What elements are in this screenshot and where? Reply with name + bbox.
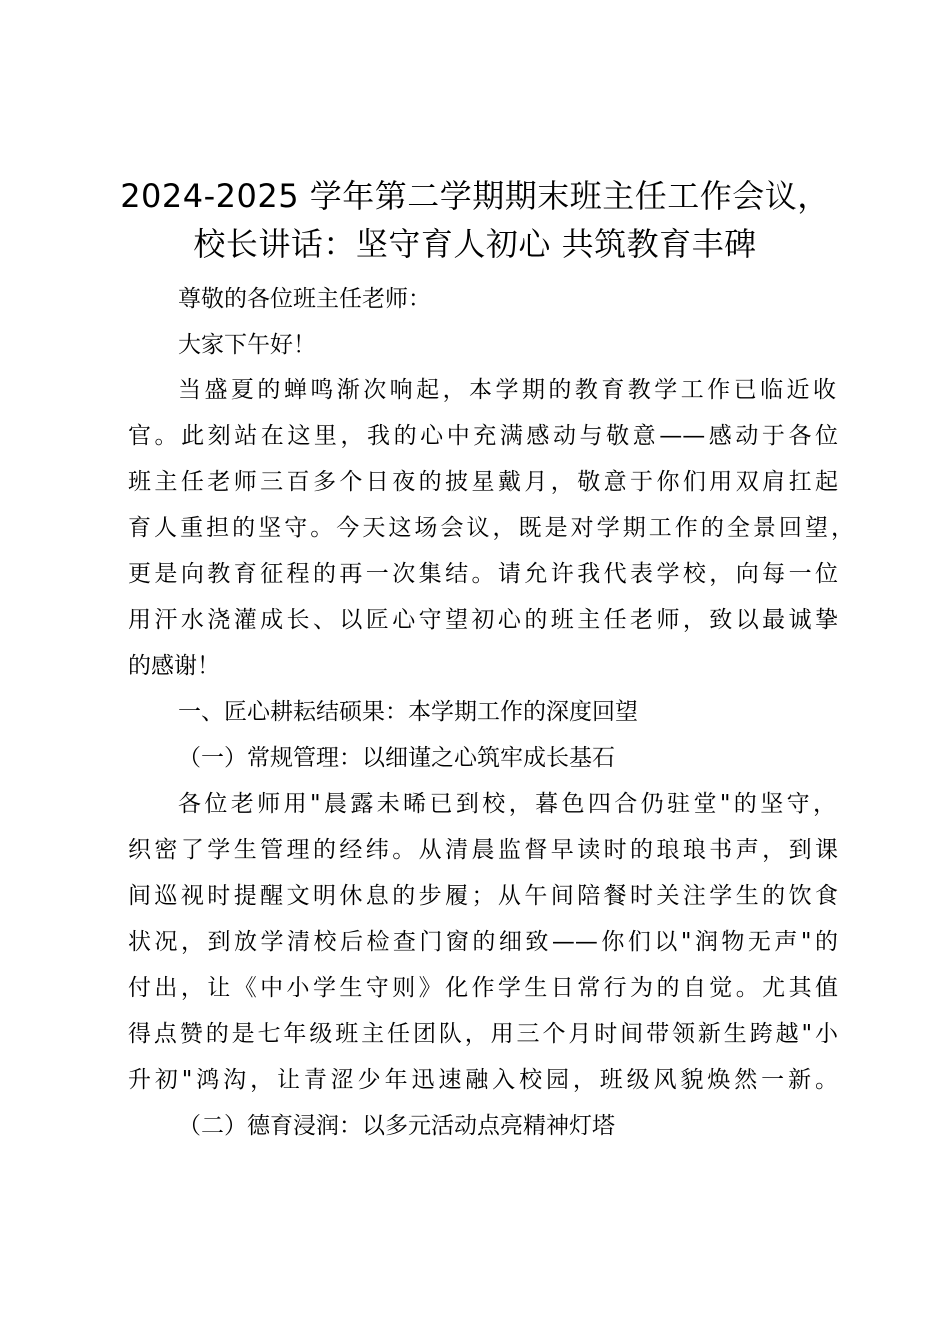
paragraph2-line: 付出，让《中小学生守则》化作学生日常行为的自觉。尤其值 — [128, 975, 838, 1001]
salutation: 大家下午好！ — [178, 332, 316, 358]
subsection-heading: （二）德育浸润：以多元活动点亮精神灯塔 — [178, 1113, 615, 1139]
paragraph1-line: 的感谢！ — [128, 653, 220, 679]
paragraph2-line: 间巡视时提醒文明休息的步履；从午间陪餐时关注学生的饮食 — [128, 883, 838, 909]
paragraph1-line: 当盛夏的蝉鸣渐次响起，本学期的教育教学工作已临近收 — [178, 377, 836, 403]
paragraph1-line: 育人重担的坚守。今天这场会议，既是对学期工作的全景回望， — [128, 515, 854, 541]
paragraph1-line: 官。此刻站在这里，我的心中充满感动与敬意——感动于各位 — [128, 423, 838, 449]
paragraph2-line: 各位老师用"晨露未晞已到校，暮色四合仍驻堂"的坚守， — [178, 791, 836, 817]
subsection-heading: （一）常规管理：以细谨之心筑牢成长基石 — [178, 745, 615, 771]
greeting: 尊敬的各位班主任老师： — [178, 286, 431, 312]
paragraph2-line: 得点赞的是七年级班主任团队，用三个月时间带领新生跨越"小 — [128, 1021, 838, 1047]
paragraph1-line: 用汗水浇灌成长、以匠心守望初心的班主任老师，致以最诚挚 — [128, 607, 838, 633]
paragraph2-line: 升初"鸿沟，让青涩少年迅速融入校园，班级风貌焕然一新。 — [128, 1067, 838, 1093]
paragraph1-line: 更是向教育征程的再一次集结。请允许我代表学校，向每一位 — [128, 561, 838, 587]
paragraph1-line: 班主任老师三百多个日夜的披星戴月，敬意于你们用双肩扛起 — [128, 469, 838, 495]
paragraph2-line: 织密了学生管理的经纬。从清晨监督早读时的琅琅书声，到课 — [128, 837, 838, 863]
paragraph2-line: 状况，到放学清校后检查门窗的细致——你们以"润物无声"的 — [128, 929, 838, 955]
section-heading: 一、匠心耕耘结硕果：本学期工作的深度回望 — [178, 699, 638, 725]
document-title: 2024-2025 学年第二学期期末班主任工作会议，校长讲话：坚守育人初心 共筑教育丰碑 — [120, 177, 830, 263]
